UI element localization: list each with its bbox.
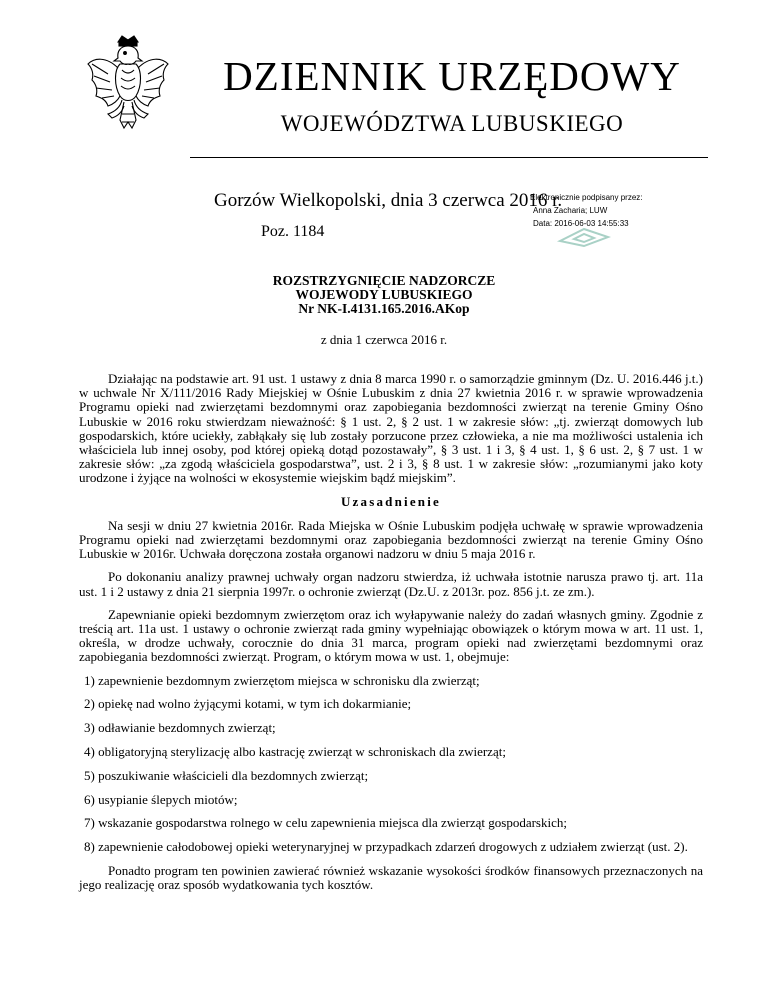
- list-item: 6) usypianie ślepych miotów;: [84, 791, 238, 807]
- act-heading-line-2: WOJEWODY LUBUSKIEGO: [295, 287, 473, 302]
- list-item: 1) zapewnienie bezdomnym zwierzętom miejsca w schronisku dla zwierząt;: [84, 672, 480, 688]
- paragraph-program: Zapewnianie opieki bezdomnym zwierzętom oraz ich wyłapywanie należy do zadań własnych gminy. Zgodnie z treścią art. 11a ust. 1 ustawy o ochronie zwierząt rada gminy wypełniając obowiązek o którym mowa w art. 11 ust. 1, określa, w drodze uchwały, corocznie do dnia 31 marca, program opieki nad zwierzętami bezdomnymi oraz zapobiegania bezdomności zwierząt. Program, o którym mowa w ust. 1, obejmuje:: [79, 606, 703, 665]
- list-item: 7) wskazanie gospodarstwa rolnego w celu zapewnienia miejsca dla zwierząt gospodarskich;: [84, 815, 567, 831]
- signature-line-1: Elektronicznie podpisany przez:: [530, 193, 643, 202]
- eagle-emblem-icon: [84, 34, 172, 138]
- paragraph-analysis: Po dokonaniu analizy prawnej uchwały organ nadzoru stwierdza, iż uchwała istotnie narusza prawo tj. art. 11a ust. 1 i 2 ustawy z dnia 21 sierpnia 1997r. o ochronie zwierząt (Dz.U. z 2013r. poz. 856 j.t. ze zm.).: [79, 569, 703, 599]
- list-item: 4) obligatoryjną sterylizację albo kastrację zwierząt w schroniskach dla zwierząt;: [84, 744, 506, 760]
- paragraph-decision: Działając na podstawie art. 91 ust. 1 ustawy z dnia 8 marca 1990 r. o samorządzie gminnym (Dz. U. 2016.446 j.t.) w uchwale Nr X/111/2016 Rady Miejskiej w Ośnie Lubuskim z dnia 27 kwietnia 2016 r. w sprawie wprowadzenia Programu opieki nad zwierzętami bezdomnymi oraz zapobiegania bezdomności zwierząt na terenie Gminy Ośno Lubuskie w 2016 roku stwierdzam nieważność: § 1 ust. 2, § 2 ust. 1 w zakresie słów: „tj. zwierząt domowych lub gospodarskich, które uciekły, zabłąkały się lub zostały porzucone przez człowieka, a nie ma możliwości ustalenia ich właściciela lub innej osoby, pod której opieką dotąd pozostawały”, § 3 ust. 1 i 3, § 4 ust. 1, § 6 ust. 2, § 7 ust. 1 w zakresie słów: „za zgodą właściciela gospodarstwa”, ust. 2 i 3, § 8 ust. 1 w zakresie słów: „rozumianymi jako koty urodzone i żyjące na wolności w ekosystemie wiejskim bądź miejskim”.: [79, 371, 703, 486]
- document-body: [79, 372, 703, 892]
- list-item: 3) odławianie bezdomnych zwierząt;: [84, 720, 276, 736]
- journal-title: DZIENNIK URZĘDOWY: [223, 53, 681, 99]
- journal-subtitle: WOJEWÓDZTWA LUBUSKIEGO: [280, 111, 624, 136]
- signature-line-2: Anna Zacharia; LUW: [533, 206, 608, 215]
- act-heading-line-1: ROZSTRZYGNIĘCIE NADZORCZE: [272, 273, 496, 288]
- program-list: [79, 674, 703, 855]
- act-heading-line-3: Nr NK-I.4131.165.2016.AKop: [298, 301, 470, 316]
- list-item: 2) opiekę nad wolno żyjącymi kotami, w tym ich dokarmianie;: [84, 696, 412, 712]
- position-number: Poz. 1184: [261, 223, 325, 240]
- signature-seal-icon: [556, 227, 612, 247]
- act-date: z dnia 1 czerwca 2016 r.: [320, 332, 448, 347]
- list-item: 5) poszukiwanie właścicieli dla bezdomnych zwierząt;: [84, 767, 369, 783]
- place-and-date: Gorzów Wielkopolski, dnia 3 czerwca 2016 r.: [214, 190, 563, 211]
- signature-line-3: Data: 2016-06-03 14:55:33: [533, 219, 629, 228]
- list-item: 8) zapewnienie całodobowej opieki weterynaryjnej w przypadkach zdarzeń drogowych z udziałem zwierząt (ust. 2).: [84, 839, 688, 855]
- paragraph-session: Na sesji w dniu 27 kwietnia 2016r. Rada Miejska w Ośnie Lubuskim podjęła uchwałę w sprawie wprowadzenia Programu opieki nad zwierzętami bezdomnymi oraz zapobiegania bezdomności zwierząt na terenie Gminy Ośno Lubuskie w 2016r. Uchwała doręczona została organowi nadzoru w dniu 5 maja 2016 r.: [79, 517, 703, 562]
- section-title-justification: Uzasadnienie: [340, 493, 442, 509]
- masthead-divider: [190, 157, 708, 158]
- electronic-signature: [530, 191, 710, 230]
- act-heading: [100, 274, 668, 316]
- paragraph-funding: Ponadto program ten powinien zawierać również wskazanie wysokości środków finansowych przeznaczonych na jego realizację oraz sposób wydatkowania tych kosztów.: [79, 863, 703, 893]
